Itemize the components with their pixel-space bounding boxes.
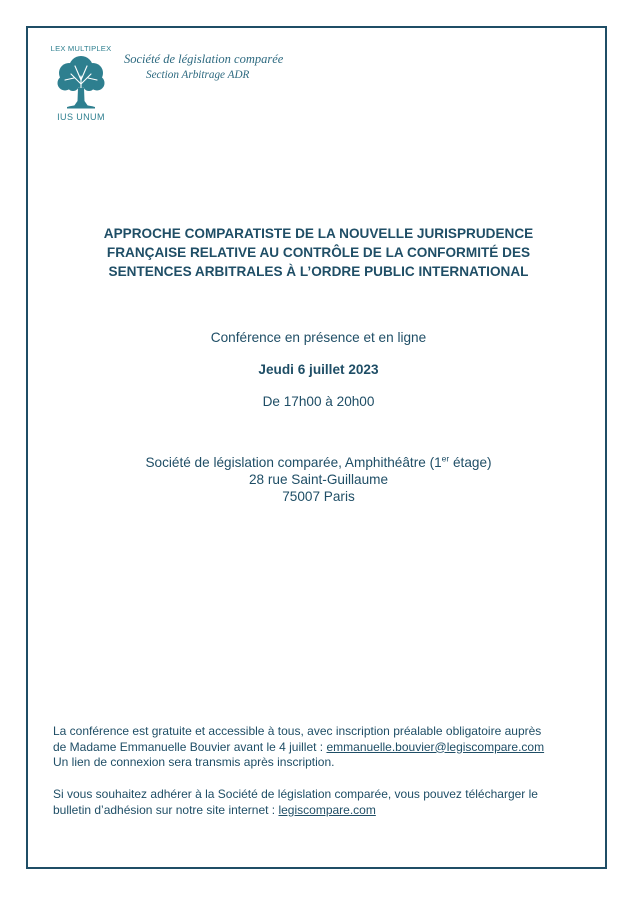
membership-line: Si vous souhaitez adhérer à la Société de législation comparée, vous pouvez télécharger le (53, 787, 538, 801)
registration-prefix: de Madame Emmanuelle Bouvier avant le 4 juillet : (53, 739, 327, 754)
registration-line: La conférence est gratuite et accessible à tous, avec inscription préalable obligatoire auprès (53, 724, 542, 738)
event-format: Conférence en présence et en ligne (210, 330, 427, 345)
venue-place-text: Société de législation comparée, Amphithéâtre (1 (145, 455, 442, 470)
title-line: FRANÇAISE RELATIVE AU CONTRÔLE DE LA CONFORMITÉ DES (106, 245, 531, 260)
venue-floor-text: étage) (449, 455, 492, 470)
membership-line (53, 803, 583, 819)
organization-name: Société de législation comparée (124, 52, 284, 66)
venue-place (60, 455, 577, 470)
title-line: SENTENCES ARBITRALES À L’ORDRE PUBLIC INTERNATIONAL (108, 264, 529, 279)
tree-icon (57, 54, 105, 110)
event-title (60, 224, 577, 281)
event-date: Jeudi 6 juillet 2023 (258, 362, 379, 377)
registration-line: Un lien de connexion sera transmis après inscription. (53, 755, 335, 769)
venue-street: 28 rue Saint-Guillaume (248, 472, 389, 487)
venue-floor-superscript: er (441, 453, 450, 464)
venue-city: 75007 Paris (282, 489, 355, 504)
registration-info (53, 724, 583, 771)
title-line: APPROCHE COMPARATISTE DE LA NOUVELLE JURISPRUDENCE (103, 226, 534, 241)
membership-info (53, 787, 583, 818)
logo-top-text: LEX MULTIPLEX (50, 44, 112, 53)
membership-prefix: bulletin d’adhésion sur notre site internet : (53, 802, 279, 817)
website-link[interactable]: legiscompare.com (278, 802, 376, 817)
lex-multiplex-logo (48, 44, 114, 122)
event-time: De 17h00 à 20h00 (262, 394, 375, 409)
registration-line (53, 740, 583, 756)
logo-bottom-text: IUS UNUM (57, 112, 105, 122)
section-name: Section Arbitrage ADR (146, 69, 250, 81)
contact-email-link[interactable]: emmanuelle.bouvier@legiscompare.com (326, 739, 545, 754)
